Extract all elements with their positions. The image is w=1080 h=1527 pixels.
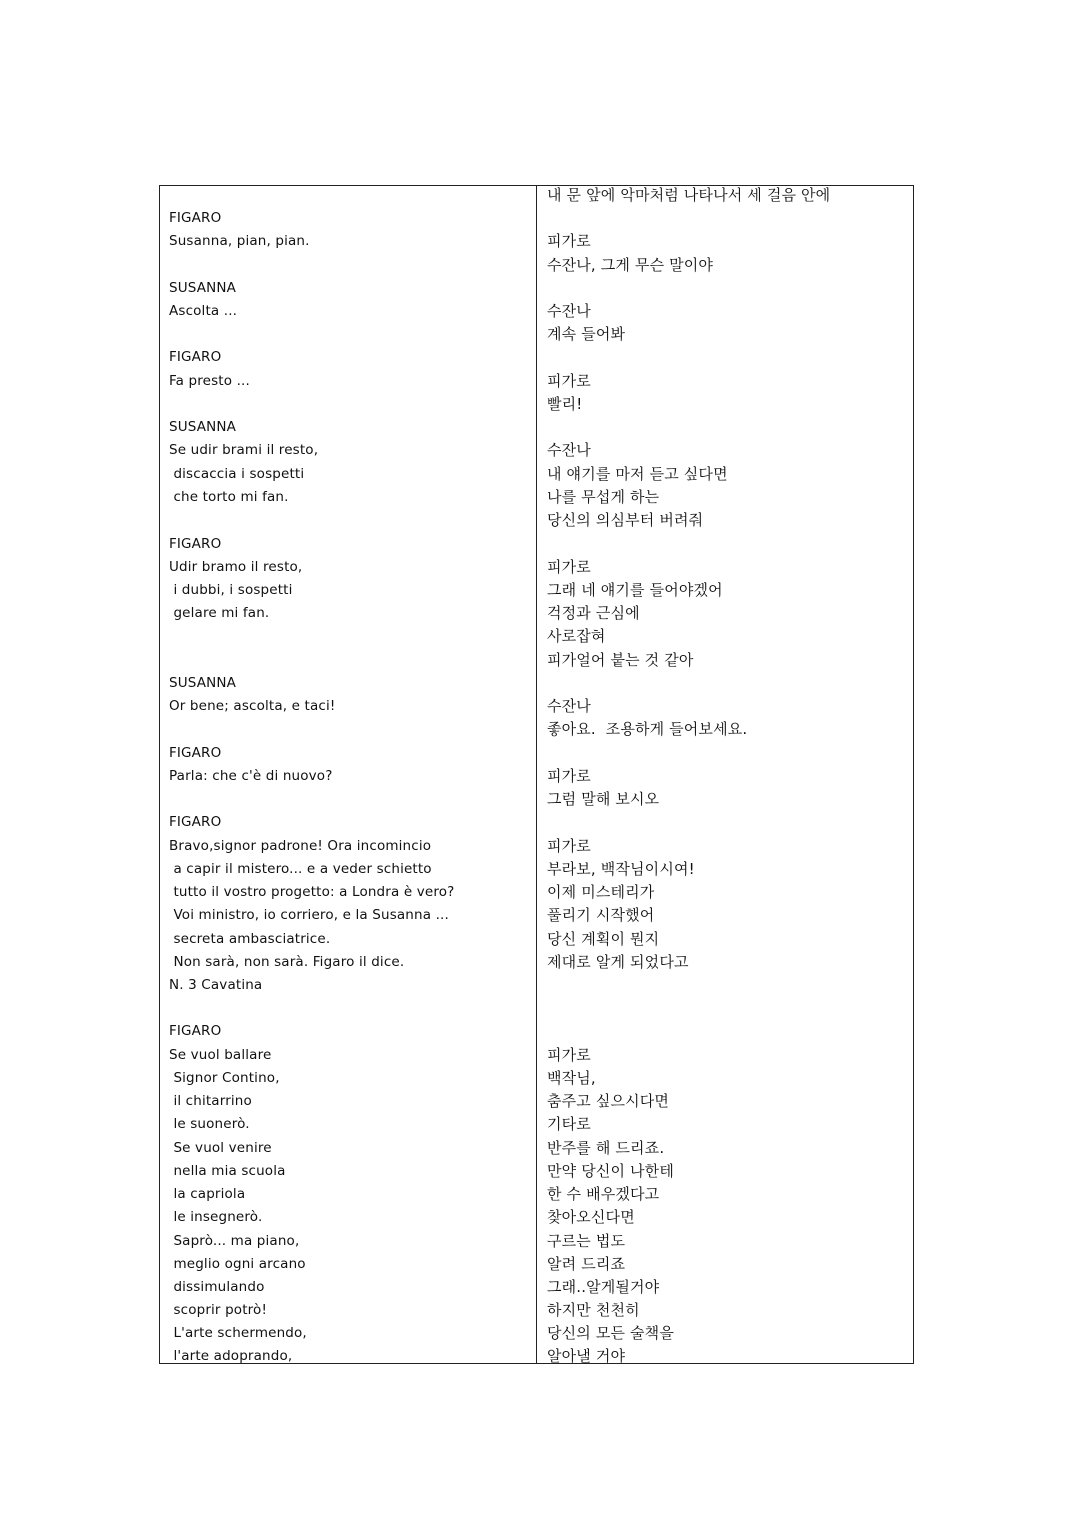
korean-line: 피가로 (547, 1046, 591, 1064)
korean-line: 당신의 의심부터 버려줘 (547, 511, 704, 529)
italian-line: Saprò... ma piano, (169, 1233, 300, 1249)
korean-line: 피가로 (547, 232, 591, 250)
korean-line: 당신 계획이 뭔지 (547, 930, 660, 948)
korean-line: 좋아요. 조용하게 들어보세요. (547, 720, 748, 738)
korean-line: 피가로 (547, 558, 591, 576)
italian-line: N. 3 Cavatina (169, 977, 263, 993)
column-divider (536, 185, 537, 1364)
italian-line: Se vuol venire (169, 1140, 272, 1156)
italian-line: meglio ogni arcano (169, 1256, 306, 1272)
italian-line: Or bene; ascolta, e taci! (169, 698, 336, 714)
korean-line: 구르는 법도 (547, 1232, 626, 1250)
italian-line: le suonerò. (169, 1116, 250, 1132)
italian-line: SUSANNA (169, 675, 236, 691)
italian-line: FIGARO (169, 814, 222, 830)
korean-line: 걱정과 근심에 (547, 604, 640, 622)
korean-line: 백작님, (547, 1069, 596, 1087)
italian-line: Voi ministro, io corriero, e la Susanna ... (169, 907, 449, 923)
italian-line: FIGARO (169, 349, 222, 365)
italian-line: Parla: che c'è di nuovo? (169, 768, 333, 784)
italian-line: FIGARO (169, 536, 222, 552)
italian-line: Non sarà, non sarà. Figaro il dice. (169, 954, 405, 970)
korean-line: 그럼 말해 보시오 (547, 790, 660, 808)
korean-line: 피가로 (547, 372, 591, 390)
italian-line: Udir bramo il resto, (169, 559, 303, 575)
korean-line: 계속 들어봐 (547, 325, 626, 343)
italian-line: Se udir brami il resto, (169, 442, 319, 458)
italian-line: che torto mi fan. (169, 489, 289, 505)
italian-line: Se vuol ballare (169, 1047, 272, 1063)
italian-line: discaccia i sospetti (169, 466, 305, 482)
italian-line: dissimulando (169, 1279, 265, 1295)
italian-line: L'arte schermendo, (169, 1325, 307, 1341)
korean-line: 나를 무섭게 하는 (547, 488, 660, 506)
korean-line: 사로잡혀 (547, 627, 606, 645)
italian-line: a capir il mistero... e a veder schietto (169, 861, 432, 877)
korean-line: 알아낼 거야 (547, 1347, 626, 1365)
italian-line: scoprir potrò! (169, 1302, 268, 1318)
korean-line: 만약 당신이 나한테 (547, 1162, 674, 1180)
korean-line: 당신의 모든 술책을 (547, 1324, 674, 1342)
italian-line: SUSANNA (169, 419, 236, 435)
korean-line: 수잔나 (547, 441, 591, 459)
korean-line: 수잔나 (547, 302, 591, 320)
korean-line: 피가로 (547, 837, 591, 855)
korean-line: 수잔나, 그게 무슨 말이야 (547, 256, 714, 274)
korean-line: 그래 네 얘기를 들어야겠어 (547, 581, 723, 599)
italian-line: FIGARO (169, 210, 222, 226)
italian-line: Susanna, pian, pian. (169, 233, 310, 249)
italian-line: gelare mi fan. (169, 605, 270, 621)
korean-line: 반주를 해 드리죠. (547, 1139, 665, 1157)
korean-line: 빨리! (547, 395, 583, 413)
italian-line: Fa presto ... (169, 373, 250, 389)
korean-line: 하지만 천천히 (547, 1301, 640, 1319)
korean-line: 내 얘기를 마저 듣고 싶다면 (547, 465, 728, 483)
italian-line: secreta ambasciatrice. (169, 931, 331, 947)
korean-line: 춤주고 싶으시다면 (547, 1092, 670, 1110)
korean-line: 피가로 (547, 767, 591, 785)
italian-line: il chitarrino (169, 1093, 252, 1109)
italian-line: SUSANNA (169, 280, 236, 296)
italian-line: l'arte adoprando, (169, 1348, 293, 1364)
italian-line: nella mia scuola (169, 1163, 286, 1179)
italian-line: Signor Contino, (169, 1070, 280, 1086)
korean-line: 알려 드리죠 (547, 1255, 626, 1273)
korean-line: 그래..알게될거야 (547, 1278, 660, 1296)
korean-line: 수잔나 (547, 697, 591, 715)
korean-line: 찾아오신다면 (547, 1208, 635, 1226)
italian-line: FIGARO (169, 745, 222, 761)
korean-line: 풀리기 시작했어 (547, 906, 655, 924)
italian-line: tutto il vostro progetto: a Londra è vero? (169, 884, 455, 900)
italian-line: Bravo,signor padrone! Ora incomincio (169, 838, 432, 854)
italian-line: FIGARO (169, 1023, 222, 1039)
korean-line: 제대로 알게 되었다고 (547, 953, 689, 971)
italian-line: i dubbi, i sospetti (169, 582, 293, 598)
korean-line: 이제 미스테리가 (547, 883, 655, 901)
korean-line: 한 수 배우겠다고 (547, 1185, 660, 1203)
italian-line: la capriola (169, 1186, 246, 1202)
italian-line: Ascolta ... (169, 303, 238, 319)
korean-line: 피가얼어 붙는 것 같아 (547, 651, 694, 669)
korean-line: 내 문 앞에 악마처럼 나타나서 세 걸음 안에 (547, 186, 831, 204)
korean-line: 부라보, 백작님이시여! (547, 860, 695, 878)
italian-line: le insegnerò. (169, 1209, 263, 1225)
korean-line: 기타로 (547, 1115, 591, 1133)
